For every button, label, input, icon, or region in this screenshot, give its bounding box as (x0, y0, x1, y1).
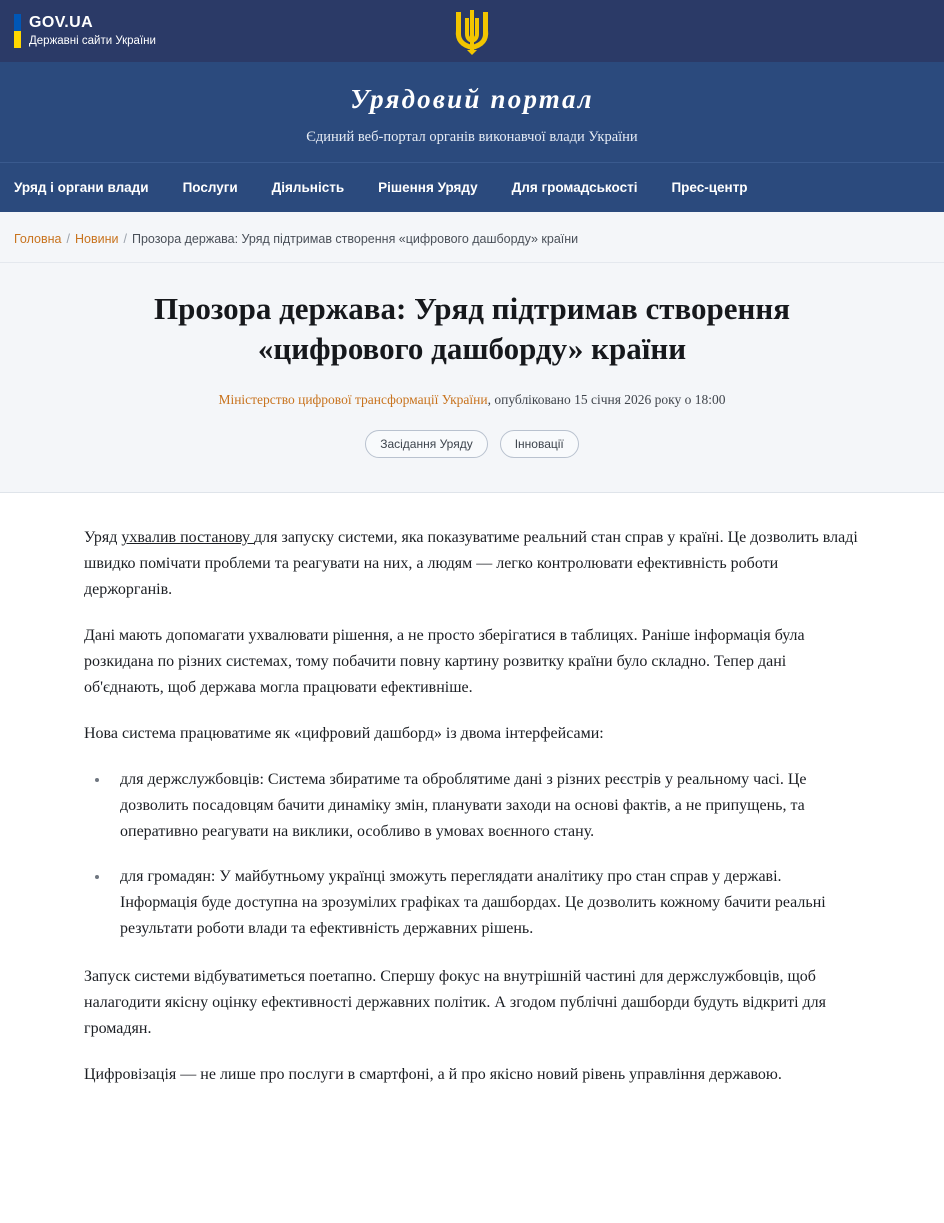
ukraine-flag-icon (14, 14, 21, 48)
paragraph-1-after: для запуску системи, яка показуватиме реальний стан справ у країні. Це дозволить владі швидко помічати проблеми та реагувати на них, а людям — легко контролювати ефективність роботи держорганів. (84, 529, 858, 599)
nav-item-pres-centr[interactable]: Прес-центр (671, 180, 748, 195)
ukraine-trident-emblem (450, 6, 494, 61)
article-tags (70, 430, 874, 458)
breadcrumb-current: Прозора держава: Уряд підтримав створення «цифрового дашборду» країни (131, 232, 579, 246)
govua-brand[interactable] (0, 14, 156, 49)
nav-item-diyalnist[interactable]: Діяльність (271, 180, 345, 195)
nav-item-rishennya[interactable]: Рішення Уряду (378, 180, 478, 195)
breadcrumb (14, 232, 930, 246)
paragraph-3: Нова система працюватиме як «цифровий дашборд» із двома інтерфейсами: (84, 724, 604, 742)
nav-item-poslugy[interactable]: Послуги (182, 180, 238, 195)
site-header (0, 62, 944, 162)
govua-brand-label: GOV.UA (29, 13, 94, 31)
paragraph-1-before: Уряд (84, 529, 122, 547)
paragraph-1 (84, 525, 860, 603)
article-header (0, 263, 944, 493)
nav-item-gromadskist[interactable]: Для громадськості (511, 180, 638, 195)
article-meta (70, 392, 874, 408)
article-source-link[interactable]: Міністерство цифрової трансформації України (218, 392, 488, 408)
main-navigation (0, 162, 944, 212)
interfaces-list (84, 767, 860, 942)
breadcrumb-news[interactable]: Новини (74, 232, 119, 246)
list-item: • для громадян: У майбутньому українці зможуть переглядати аналітику про стан справ у державі. Інформація буде доступна на зрозумілих графіках та дашбордах. Це дозволить кожному бачити реальні результати роботи влади та ефективність державних рішень. (110, 864, 860, 942)
breadcrumb-home[interactable]: Головна (14, 232, 62, 246)
site-subtitle: Єдиний веб-портал органів виконавчої влади України (306, 129, 638, 145)
tag-innovacii[interactable]: Інновації (500, 430, 579, 458)
breadcrumb-separator-1: / (66, 232, 70, 246)
article-published: , опубліковано 15 січня 2026 року о 18:00 (487, 392, 726, 408)
breadcrumb-region (0, 212, 944, 263)
breadcrumb-separator-2: / (123, 232, 127, 246)
resolution-link[interactable]: ухвалив постанову (121, 529, 255, 547)
paragraph-5: Цифровізація — не лише про послуги в смартфоні, а й про якісно новий рівень управління державою. (84, 1065, 782, 1083)
govua-tagline: Державні сайти України (29, 35, 156, 48)
paragraph-2: Дані мають допомагати ухвалювати рішення, а не просто зберігатися в таблицях. Раніше інформація була розкидана по різних системах, тому побачити повну картину розвитку країни було складно. Тепер дані об'єднають, щоб держава могла працювати ефективніше. (84, 627, 805, 696)
tag-zasidannya-uryadu[interactable]: Засідання Уряду (365, 430, 487, 458)
site-title: Урядовий портал (350, 84, 594, 114)
nav-item-uryad[interactable]: Уряд і органи влади (14, 180, 149, 195)
article-body (0, 493, 944, 1147)
page-title: Прозора держава: Уряд підтримав створення «цифрового дашборду» країни (153, 291, 790, 366)
list-item: • для держслужбовців: Система збиратиме та оброблятиме дані з різних реєстрів у реальному часі. Це дозволить посадовцям бачити динаміку змін, планувати заходи на основі фактів, а не припущень, та оперативно реагувати на виклики, особливо в умовах воєнного стану. (110, 767, 860, 845)
govua-top-bar (0, 0, 944, 62)
paragraph-4: Запуск системи відбуватиметься поетапно. Спершу фокус на внутрішній частині для держслужбовців, щоб налагодити якісну оцінку ефективності державних політик. А згодом публічні дашборди будуть відкриті для громадян. (84, 968, 826, 1037)
